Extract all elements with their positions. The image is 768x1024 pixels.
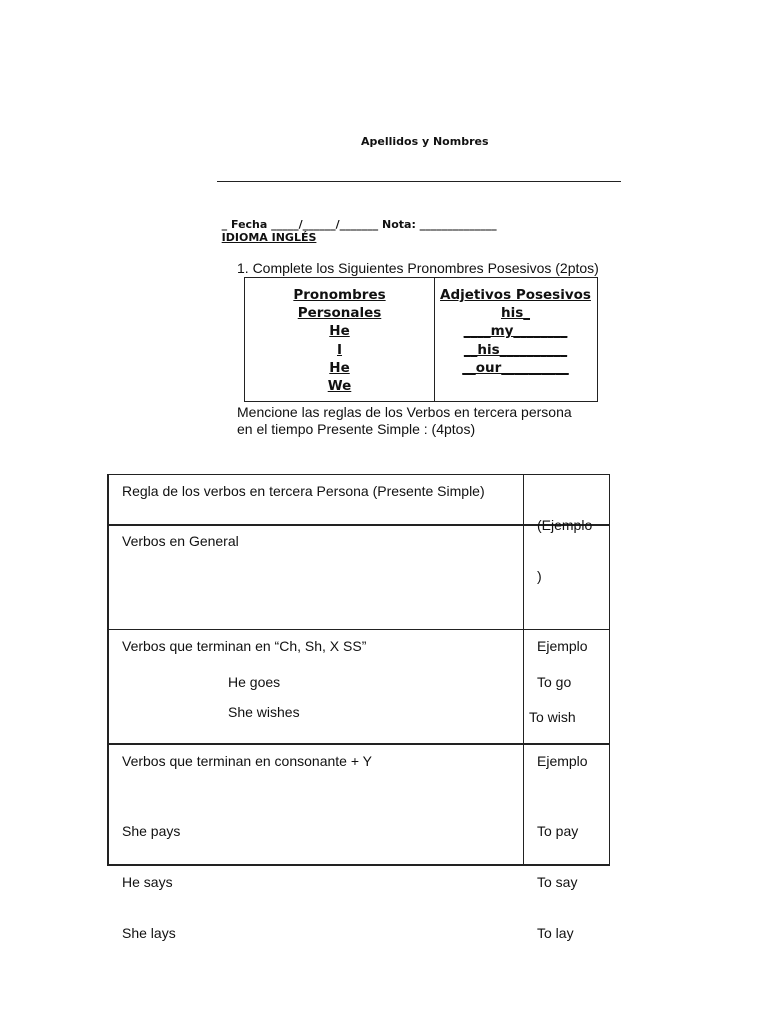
example-label: Ejemplo	[537, 753, 588, 769]
header-example-line: (Ejemplo	[537, 517, 593, 533]
column-header: Personales	[297, 305, 382, 322]
example-label: Ejemplo	[537, 638, 588, 654]
row-divider	[109, 524, 609, 526]
instruction-line: Mencione las reglas de los Verbos en tercera persona	[237, 404, 572, 420]
example-text: To go	[537, 674, 572, 690]
example-text: He says	[122, 874, 173, 890]
adjective-item: ____my________	[463, 323, 568, 340]
row-general: Verbos en General	[122, 533, 239, 549]
pronoun-item: He	[329, 323, 350, 340]
example-list	[122, 789, 180, 976]
adjective-item: __his__________	[463, 341, 568, 358]
row-divider	[109, 743, 609, 745]
example-text: He goes	[228, 674, 281, 690]
example-text: She wishes	[228, 704, 300, 720]
column-divider	[523, 475, 524, 864]
header-example-line: )	[537, 568, 542, 584]
adjective-item: __our__________	[462, 359, 569, 376]
page-title: Apellidos y Nombres	[361, 135, 489, 148]
row-ch-sh: Verbos que terminan en “Ch, Sh, X SS”	[122, 638, 367, 654]
example-text: To lay	[537, 925, 574, 941]
pronoun-item: I	[336, 341, 343, 358]
column-header: Adjetivos Posesivos	[440, 287, 591, 303]
instruction-line: en el tiempo Presente Simple : (4ptos)	[237, 421, 476, 437]
pronouns-table	[244, 277, 598, 402]
example-text: To wish	[529, 709, 576, 725]
column-header: Pronombres	[293, 287, 386, 303]
example-text: To say	[537, 874, 578, 890]
pronoun-item: We	[327, 378, 352, 395]
possessive-adjectives-column	[434, 286, 597, 377]
example-text: She pays	[122, 823, 181, 839]
row-divider	[109, 629, 609, 630]
example-text: To pay	[537, 823, 579, 839]
header-rule: Regla de los verbos en tercera Persona (Presente Simple)	[122, 483, 485, 499]
personal-pronouns-column	[245, 286, 434, 395]
name-line	[217, 181, 621, 182]
pronoun-item: He	[329, 359, 350, 376]
section1-instruction: 1. Complete los Siguientes Pronombres Posesivos (2ptos)	[237, 260, 599, 276]
fecha-nota-line	[214, 205, 497, 244]
subject-label: IDIOMA INGLÉS	[221, 231, 317, 244]
section2-instruction	[237, 404, 572, 438]
header-example	[537, 483, 592, 619]
fecha-nota-text: _ Fecha _____/______/_______ Nota: ______________	[221, 218, 497, 231]
adjective-item: his_	[500, 305, 531, 322]
row-consonant-y: Verbos que terminan en consonante + Y	[122, 753, 372, 769]
example-text: She lays	[122, 925, 176, 941]
example-list	[537, 789, 578, 976]
rules-table	[107, 474, 610, 941]
